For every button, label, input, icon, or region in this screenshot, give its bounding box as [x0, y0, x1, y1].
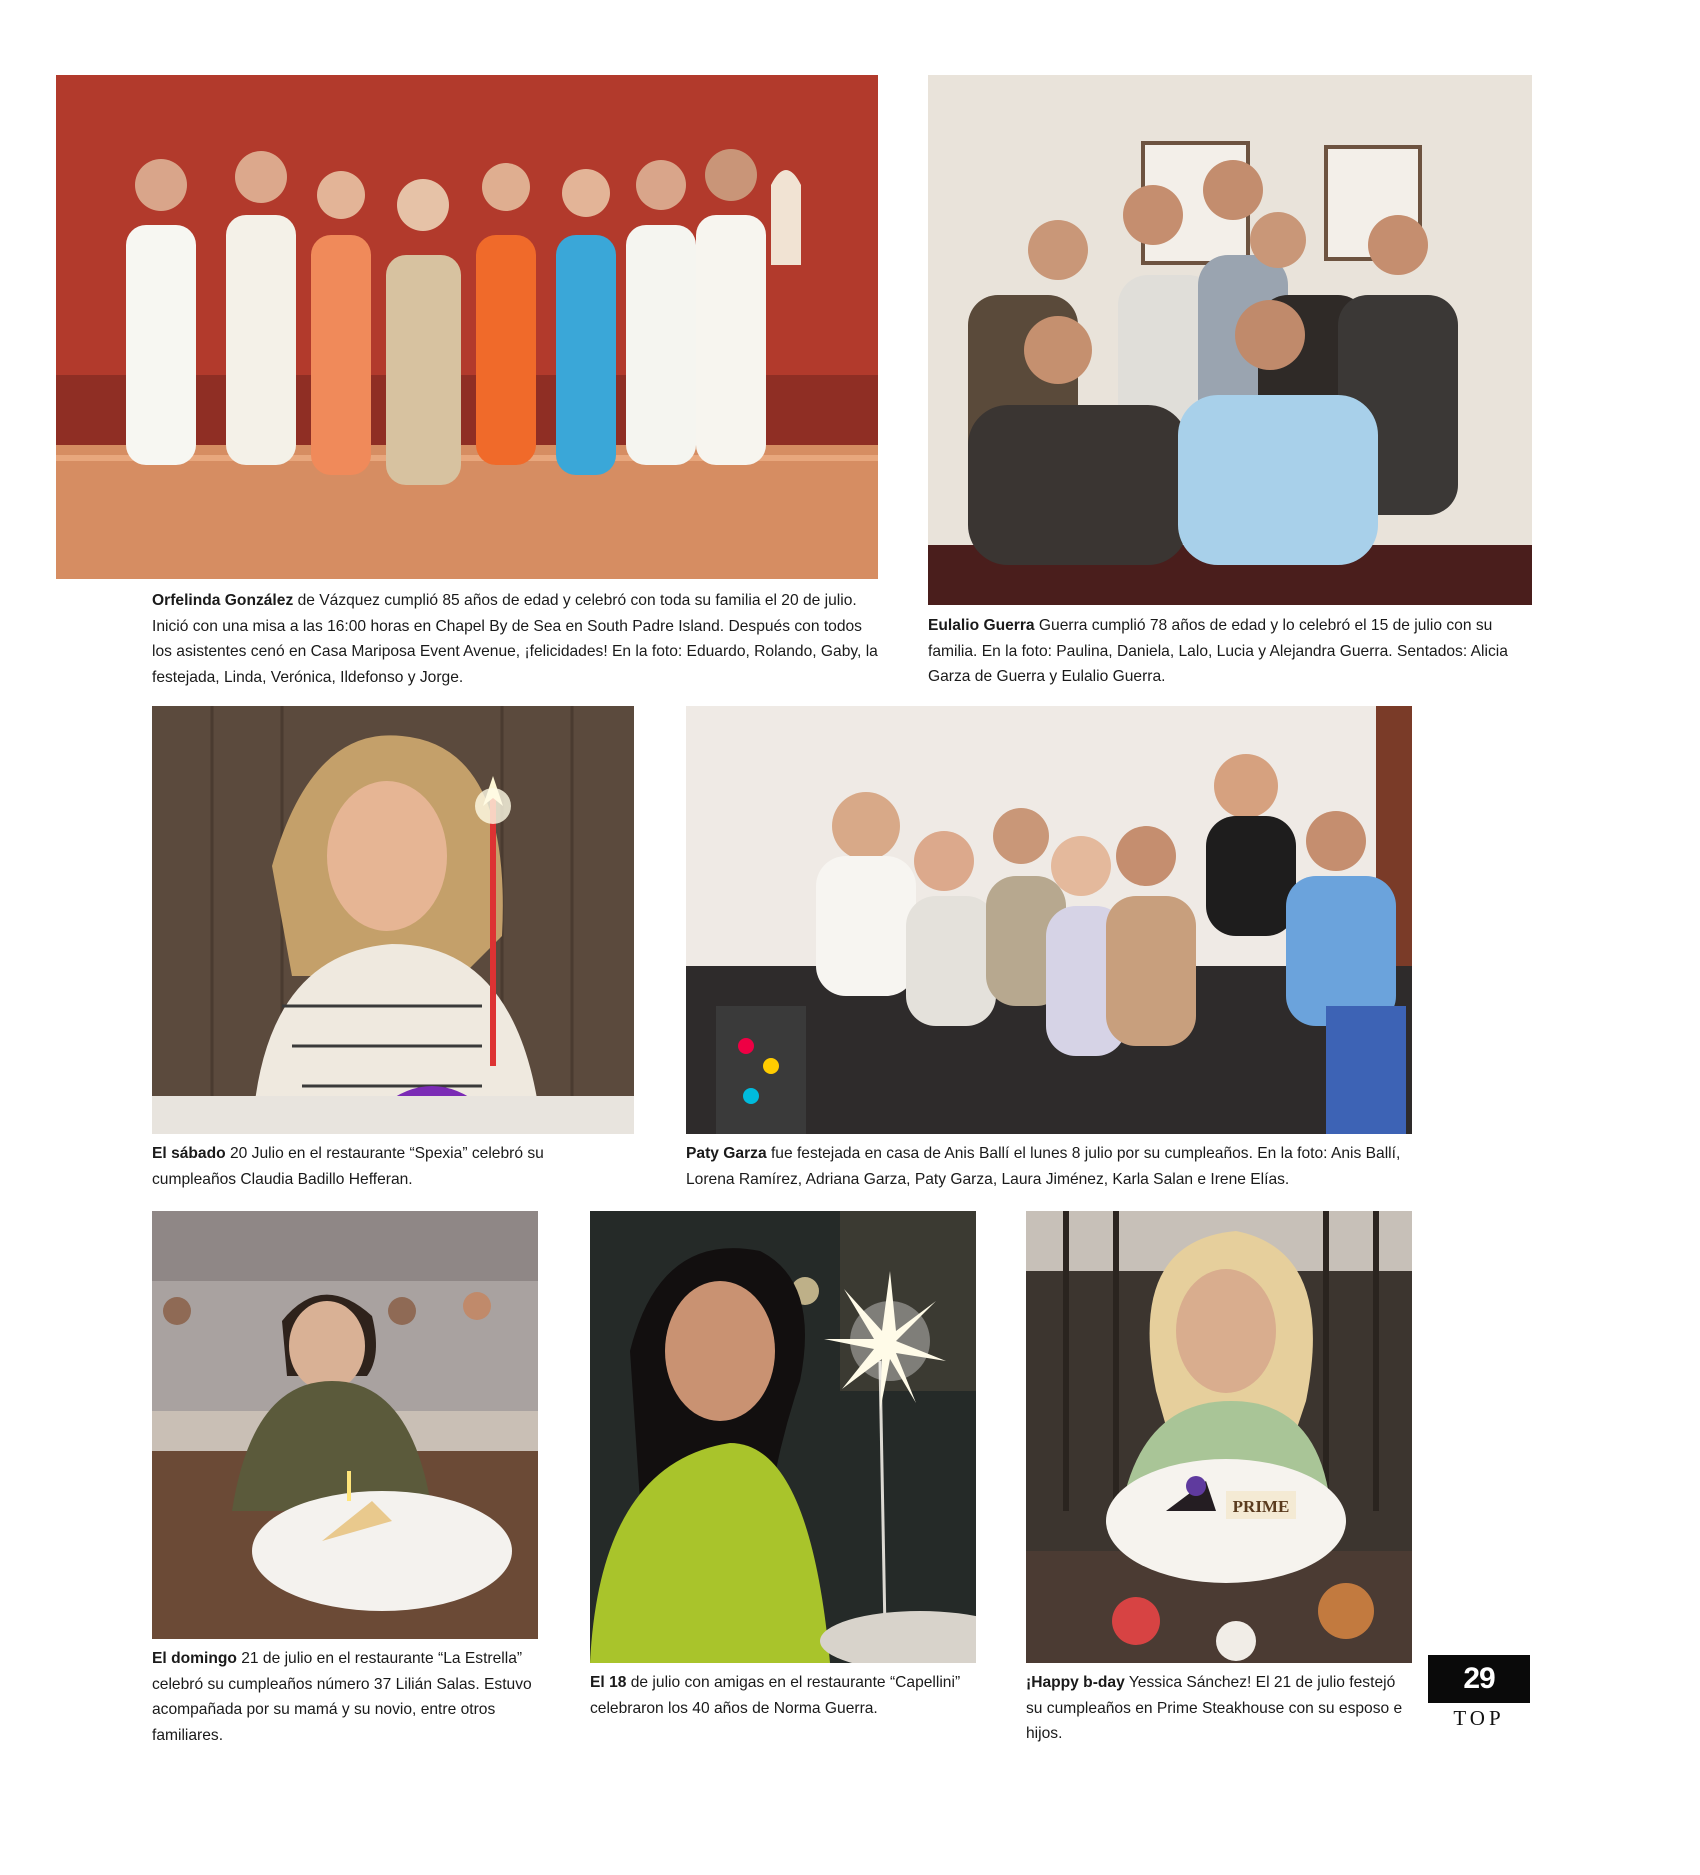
caption-text: de julio con amigas en el restaurante “Capellini” celebraron los 40 años de Norma Guerra.: [590, 1674, 961, 1717]
publication-name: TOP: [1453, 1706, 1505, 1730]
caption-yessica: [1026, 1670, 1416, 1747]
caption-gonzalez: [152, 588, 882, 690]
photo-claudia-badillo: [152, 706, 634, 1134]
page-number-box: [1428, 1655, 1530, 1703]
photo-norma-guerra: [590, 1211, 976, 1663]
caption-norma: [590, 1670, 980, 1721]
caption-bold-lead: Eulalio Guerra: [928, 617, 1035, 634]
prime-cake-label: PRIME: [1232, 1497, 1290, 1516]
caption-bold-lead: Orfelinda González: [152, 592, 294, 609]
caption-text: fue festejada en casa de Anis Ballí el lunes 8 julio por su cumpleaños. En la foto: Anis Ballí, Lorena Ramírez, Adriana Garza, Paty Garza, Laura Jiménez, Karla Salan e Irene Elías.: [686, 1145, 1401, 1188]
photo-yessica-sanchez: [1026, 1211, 1412, 1663]
caption-text: Guerra cumplió 78 años de edad y lo celebró el 15 de julio con su familia. En la foto: Paulina, Daniela, Lalo, Lucia y Alejandra Guerra. Sentados: Alicia Garza de Guerra y Eulalio Guerra.: [928, 617, 1508, 685]
photo-lilian-salas: [152, 1211, 538, 1639]
caption-bold-lead: El domingo: [152, 1650, 237, 1667]
caption-bold-lead: ¡Happy b-day: [1026, 1674, 1125, 1691]
caption-bold-lead: El sábado: [152, 1145, 226, 1162]
caption-lilian: [152, 1646, 542, 1748]
caption-paty-garza: [686, 1141, 1412, 1192]
caption-claudia: [152, 1141, 632, 1192]
photo-gonzalez-family: [56, 75, 878, 579]
caption-text: Yessica Sánchez! El 21 de julio festejó su cumpleaños en Prime Steakhouse con su esposo e hijos.: [1026, 1674, 1403, 1742]
photo-paty-garza-friends: [686, 706, 1412, 1134]
caption-text: de Vázquez cumplió 85 años de edad y celebró con toda su familia el 20 de julio. Inició con una misa a las 16:00 horas en Chapel By de Sea en South Padre Island. Después con todos los asistentes cenó en Casa Mariposa Event Avenue, ¡felicidades! En la foto: Eduardo, Rolando, Gaby, la festejada, Linda, Verónica, Ildefonso y Jorge.: [152, 592, 878, 686]
caption-text: 21 de julio en el restaurante “La Estrella” celebró su cumpleaños número 37 Lilián Salas. Estuvo acompañada por su mamá y su novio, entre otros familiares.: [152, 1650, 532, 1744]
photo-guerra-family: [928, 75, 1532, 605]
caption-bold-lead: El 18: [590, 1674, 627, 1691]
caption-bold-lead: Paty Garza: [686, 1145, 767, 1162]
caption-text: 20 Julio en el restaurante “Spexia” celebró su cumpleaños Claudia Badillo Hefferan.: [152, 1145, 544, 1188]
caption-guerra: [928, 613, 1532, 690]
page-number: 29: [1463, 1662, 1495, 1695]
